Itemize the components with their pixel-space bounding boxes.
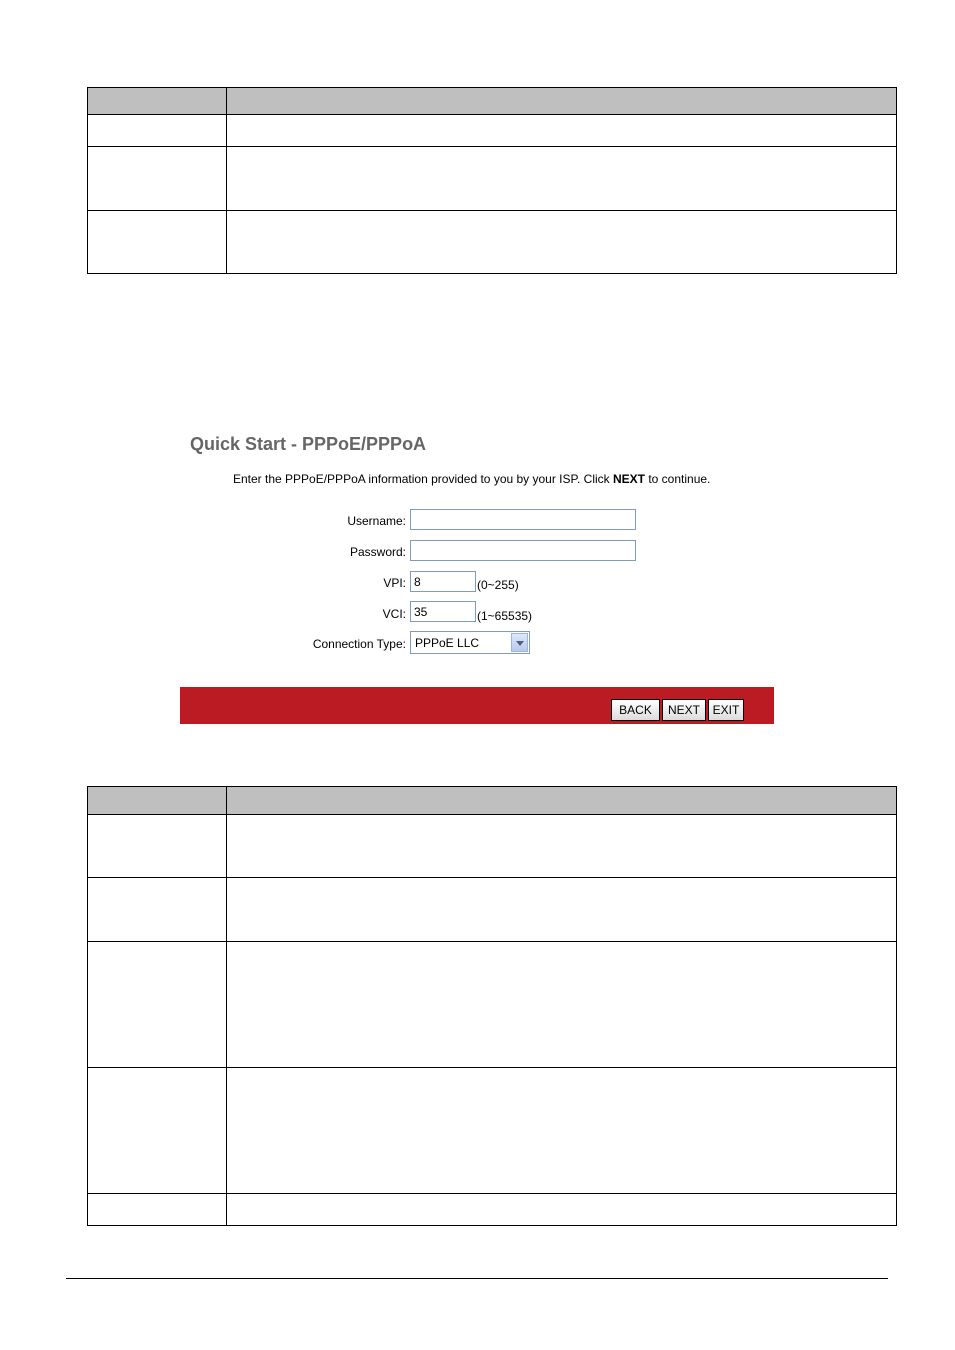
table-header-row	[88, 787, 897, 815]
table-cell	[88, 1194, 227, 1226]
description-table-top	[87, 87, 897, 274]
table-cell	[88, 942, 227, 1068]
vpi-range-hint: (0~255)	[477, 578, 519, 592]
username-input[interactable]	[410, 509, 636, 530]
table-header-cell	[88, 787, 227, 815]
intro-text-end: to continue.	[645, 472, 711, 486]
back-button[interactable]: BACK	[611, 699, 660, 721]
intro-text-next: NEXT	[612, 472, 645, 486]
password-label: Password:	[349, 545, 406, 559]
table-cell	[88, 115, 227, 147]
next-button[interactable]: NEXT	[662, 699, 706, 721]
table-header-cell	[88, 88, 227, 115]
connection-type-label: Connection Type:	[312, 637, 406, 651]
connection-type-value: PPPoE LLC	[415, 636, 480, 650]
vci-input[interactable]	[410, 601, 476, 622]
table-cell	[227, 942, 897, 1068]
table-row	[88, 942, 897, 1068]
table-cell	[227, 815, 897, 878]
action-bar	[180, 687, 774, 724]
table-cell	[88, 1068, 227, 1194]
table-cell	[227, 1068, 897, 1194]
table-cell	[227, 211, 897, 274]
exit-button[interactable]: EXIT	[708, 699, 744, 721]
table-cell	[227, 115, 897, 147]
page-title: Quick Start - PPPoE/PPPoA	[190, 434, 427, 454]
table-row	[88, 878, 897, 942]
table-header-row	[88, 88, 897, 115]
password-input[interactable]	[410, 540, 636, 561]
table-cell	[227, 1194, 897, 1226]
quick-start-panel	[180, 430, 774, 725]
description-table-bottom	[87, 786, 897, 1226]
table-row	[88, 115, 897, 147]
table-cell	[227, 147, 897, 211]
table-row	[88, 147, 897, 211]
connection-type-select[interactable]	[410, 631, 530, 654]
intro-text	[233, 472, 710, 486]
table-row	[88, 211, 897, 274]
table-row	[88, 1068, 897, 1194]
table-cell	[227, 878, 897, 942]
vpi-input[interactable]	[410, 571, 476, 592]
intro-text-start: Enter the PPPoE/PPPoA information provided to you by your ISP. Click	[233, 472, 613, 486]
vpi-label: VPI:	[383, 576, 406, 590]
table-header-cell	[227, 787, 897, 815]
table-header-cell	[227, 88, 897, 115]
footer-divider	[66, 1278, 888, 1279]
vci-range-hint: (1~65535)	[477, 609, 533, 623]
table-cell	[88, 211, 227, 274]
table-row	[88, 1194, 897, 1226]
table-cell	[88, 878, 227, 942]
chevron-down-icon[interactable]	[511, 633, 528, 652]
table-cell	[88, 815, 227, 878]
table-cell	[88, 147, 227, 211]
username-label: Username:	[347, 514, 406, 528]
vci-label: VCI:	[382, 607, 406, 621]
table-row	[88, 815, 897, 878]
